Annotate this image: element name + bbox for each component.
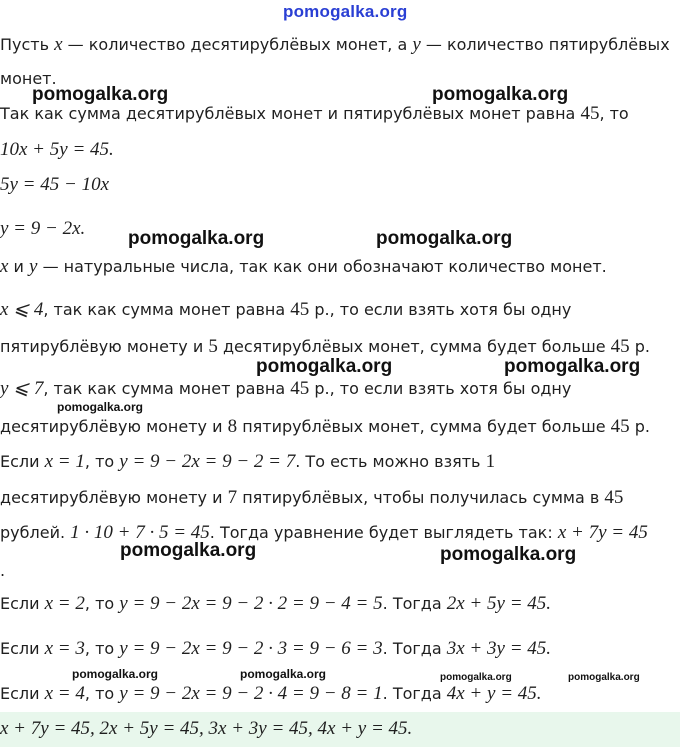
watermark: pomogalka.org xyxy=(240,667,327,681)
answer-line: x + 7y = 45, 2x + 5y = 45, 3x + 3y = 45, 4x + y = 45. xyxy=(0,718,413,739)
watermark: pomogalka.org xyxy=(32,84,169,105)
text-line-2: монет. xyxy=(0,69,57,88)
watermark: pomogalka.org xyxy=(57,400,144,414)
text-line-16: Если x = 2, то y = 9 − 2x = 9 − 2 · 2 = 9 − 4 = 5. Тогда 2x + 5y = 45. xyxy=(0,593,552,614)
equation-3: y = 9 − 2x. xyxy=(0,218,86,239)
site-header-link[interactable]: pomogalka.org xyxy=(283,2,408,21)
text-line-8: x ⩽ 4, так как сумма монет равна 45 р., то если взять хотя бы одну xyxy=(0,299,572,320)
watermark: pomogalka.org xyxy=(376,228,513,249)
text-line-13: десятирублёвую монету и 7 пятирублёвых, чтобы получилась сумма в 45 xyxy=(0,487,624,508)
watermark: pomogalka.org xyxy=(504,356,641,377)
watermark: pomogalka.org xyxy=(440,544,577,565)
text-line-1: Пусть x — количество десятирублёвых монет, а y — количество пятирублёвых xyxy=(0,34,670,55)
equation-1: 10x + 5y = 45. xyxy=(0,139,114,160)
text-line-18: Если x = 4, то y = 9 − 2x = 9 − 2 · 4 = 9 − 8 = 1. Тогда 4x + y = 45. xyxy=(0,683,542,704)
text-line-15: . xyxy=(0,561,6,580)
text-line-12: Если x = 1, то y = 9 − 2x = 9 − 2 = 7. То есть можно взять 1 xyxy=(0,451,496,472)
text-line-11: десятирублёвую монету и 8 пятирублёвых монет, сумма будет больше 45 р. xyxy=(0,416,651,437)
watermark: pomogalka.org xyxy=(120,540,257,561)
watermark: pomogalka.org xyxy=(440,672,512,683)
watermark: pomogalka.org xyxy=(432,84,569,105)
text-line-17: Если x = 3, то y = 9 − 2x = 9 − 2 · 3 = 9 − 6 = 3. Тогда 3x + 3y = 45. xyxy=(0,638,552,659)
watermark: pomogalka.org xyxy=(568,672,640,683)
watermark: pomogalka.org xyxy=(128,228,265,249)
equation-2: 5y = 45 − 10x xyxy=(0,174,110,195)
watermark: pomogalka.org xyxy=(72,667,159,681)
text-line-9: пятирублёвую монету и 5 десятирублёвых монет, сумма будет больше 45 р. xyxy=(0,336,651,357)
text-line-14: рублей. 1 · 10 + 7 · 5 = 45. Тогда уравнение будет выглядеть так: x + 7y = 45 xyxy=(0,522,648,543)
text-line-7: x и y — натуральные числа, так как они обозначают количество монет. xyxy=(0,256,607,277)
text-line-3: Так как сумма десятирублёвых монет и пятирублёвых монет равна 45, то xyxy=(0,103,629,124)
text-line-10: y ⩽ 7, так как сумма монет равна 45 р., то если взять хотя бы одну xyxy=(0,378,572,399)
watermark: pomogalka.org xyxy=(256,356,393,377)
